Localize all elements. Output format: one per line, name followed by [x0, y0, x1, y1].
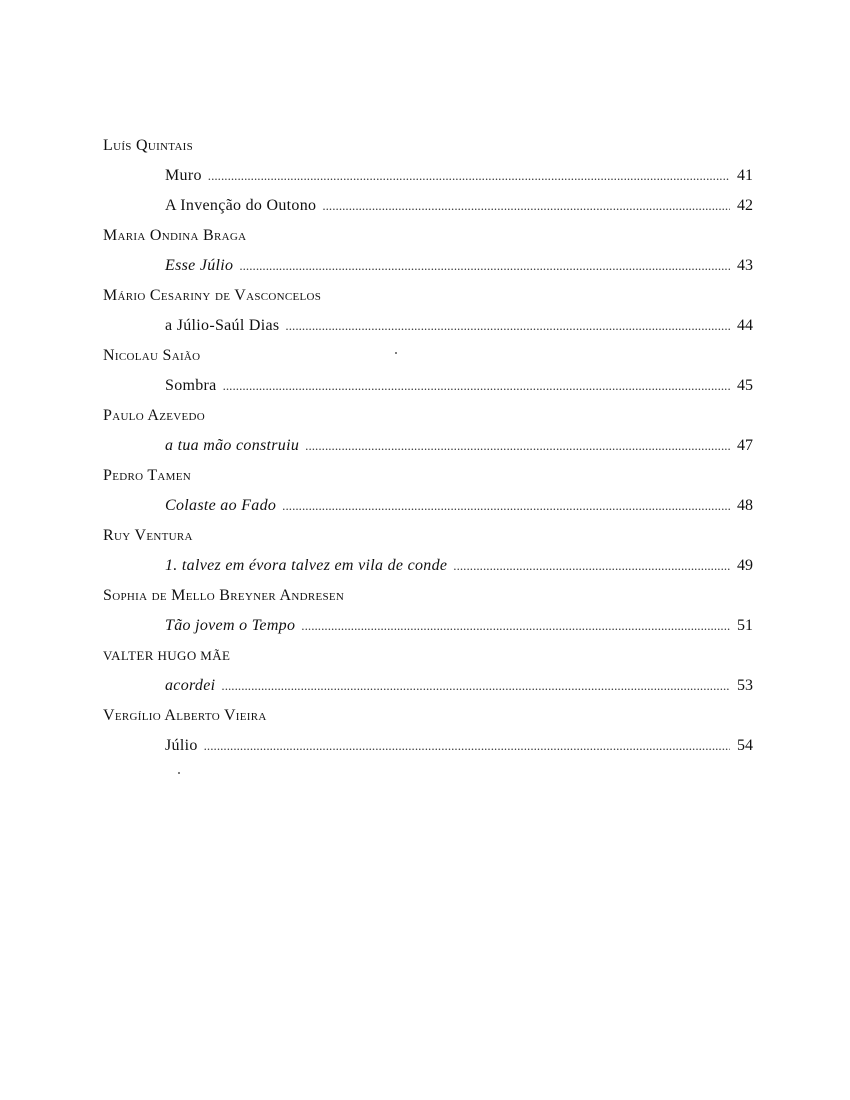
dot-leader — [208, 161, 730, 191]
toc-author: Ruy Ventura — [103, 527, 193, 544]
table-of-contents — [103, 131, 753, 761]
toc-page-number: 43 — [737, 257, 753, 274]
toc-entry — [103, 371, 753, 401]
toc-entry — [103, 251, 753, 281]
toc-page-number: 45 — [737, 377, 753, 394]
toc-entry — [103, 551, 753, 581]
toc-entry-title: acordei — [165, 677, 216, 694]
toc-author: Vergílio Alberto Vieira — [103, 707, 267, 724]
toc-entry — [103, 191, 753, 221]
toc-author: Pedro Tamen — [103, 467, 192, 484]
toc-page-number: 41 — [737, 167, 753, 184]
toc-page-number: 48 — [737, 497, 753, 514]
scan-speck — [395, 352, 397, 354]
toc-entry-title: Tão jovem o Tempo — [165, 617, 296, 634]
toc-author: Luís Quintais — [103, 137, 194, 154]
toc-page-number: 42 — [737, 197, 753, 214]
toc-entry-title: Muro — [165, 167, 202, 184]
toc-page-number: 44 — [737, 317, 753, 334]
toc-author: Maria Ondina Braga — [103, 227, 247, 244]
toc-entry — [103, 431, 753, 461]
toc-entry — [103, 161, 753, 191]
toc-entry — [103, 311, 753, 341]
dot-leader — [221, 671, 730, 701]
dot-leader — [305, 431, 730, 461]
toc-entry — [103, 491, 753, 521]
toc-page-number: 54 — [737, 737, 753, 754]
toc-page-number: 49 — [737, 557, 753, 574]
dot-leader — [282, 491, 730, 521]
dot-leader — [322, 191, 730, 221]
dot-leader — [204, 731, 730, 761]
dot-leader — [223, 371, 730, 401]
dot-leader — [301, 611, 730, 641]
toc-entry-title: a tua mão construiu — [165, 437, 300, 454]
toc-author: VALTER HUGO MÃE — [103, 648, 231, 663]
dot-leader — [285, 311, 730, 341]
scan-speck — [178, 772, 180, 774]
toc-page-number: 51 — [737, 617, 753, 634]
toc-entry-title: Júlio — [165, 737, 198, 754]
toc-entry-title: 1. talvez em évora talvez em vila de conde — [165, 557, 448, 574]
toc-entry-title: Esse Júlio — [165, 257, 234, 274]
toc-author: Sophia de Mello Breyner Andresen — [103, 587, 345, 604]
toc-author: Paulo Azevedo — [103, 407, 206, 424]
toc-entry — [103, 671, 753, 701]
toc-entry-title: A Invenção do Outono — [165, 197, 317, 214]
toc-entry-title: a Júlio-Saúl Dias — [165, 317, 280, 334]
dot-leader — [453, 551, 730, 581]
toc-entry — [103, 611, 753, 641]
toc-page-number: 47 — [737, 437, 753, 454]
toc-entry-title: Sombra — [165, 377, 217, 394]
dot-leader — [239, 251, 730, 281]
toc-entry-title: Colaste ao Fado — [165, 497, 277, 514]
toc-page-number: 53 — [737, 677, 753, 694]
toc-entry — [103, 731, 753, 761]
toc-author: Nicolau Saião — [103, 347, 201, 364]
toc-author: Mário Cesariny de Vasconcelos — [103, 287, 322, 304]
